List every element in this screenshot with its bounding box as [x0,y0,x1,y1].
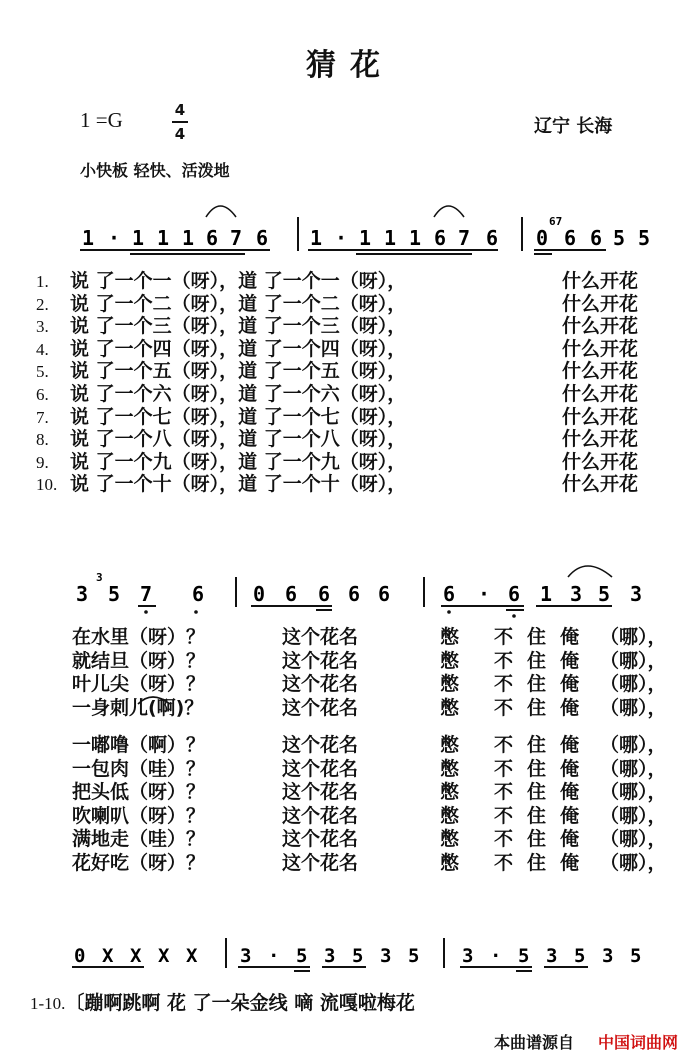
lyric-text: 憋 [440,804,460,827]
verse-line [36,360,406,384]
lyric-text: 这个花名 [282,626,359,648]
lyric-text: （哪）， [600,734,667,756]
note: 5 [352,945,364,967]
note: X [130,945,142,967]
lyric-text: 说 了一个一（呀），道 了一个一（呀）， [70,270,407,292]
note: X [102,945,114,967]
lyric-text: 在水里（呀）？ [72,626,206,648]
key-signature: 1 =G [80,108,123,132]
slur-marks [0,690,700,710]
measure-5 [253,582,390,606]
note: X [158,945,170,967]
lyric-text: 这个花名 [282,649,359,672]
note: 1 [384,226,397,250]
octave-dot [447,610,451,614]
lyric-text: （哪）， [600,649,667,672]
note: 6 [378,582,391,606]
dot: · [478,582,491,606]
lyric-text: 说 了一个五（呀），道 了一个五（呀）， [70,360,407,383]
source-site-link[interactable]: 中国词曲网 [598,1033,679,1052]
lyric-text: 不住俺 [494,828,594,850]
note: 7 [140,582,153,606]
verse-number: 1. [36,272,49,291]
verse-number: 2. [36,294,49,314]
lyric-text: 憋 [440,734,460,756]
verse-lyrics [0,270,700,505]
lyric-text: 憋 [440,649,460,672]
measure-3 [536,226,650,250]
note: 3 [602,945,614,967]
lyric-text: 什么开花 [562,360,639,383]
lyric-text: （哪）， [600,626,667,648]
lyric-text: 这个花名 [282,828,359,850]
lyric-text: 说 了一个七（呀），道 了一个七（呀）， [70,405,407,428]
lyric-text: 吹喇叭（呀）？ [72,804,206,827]
verse-number: 8. [36,430,49,450]
note: 7 [230,226,243,250]
note: 5 [598,582,611,606]
note: 1 [182,226,195,250]
note: 3 [462,945,474,967]
source-label: 本曲谱源自 [494,1033,575,1052]
verse-line [36,428,406,452]
note: 6 [285,582,298,606]
lyric-text: 不住俺 [494,804,594,827]
verse-number: 3. [36,317,49,337]
lyric-text: 什么开花 [562,315,639,338]
lyric-text: 这个花名 [282,757,359,780]
note: 1 [310,226,323,250]
slur [568,566,612,577]
grace-note: 3 [96,571,103,584]
lyric-text: 不住俺 [494,696,594,719]
notation-row-3 [0,920,700,980]
measure-6 [443,582,642,606]
lyric-text: 什么开花 [562,292,639,315]
lyric-text: 说 了一个九（呀），道 了一个九（呀）， [70,450,407,473]
note: X [186,945,198,967]
slur [206,206,236,217]
lyric-text: 不住俺 [494,851,594,874]
grace-note: 67 [549,215,563,228]
lyric-text: （哪）， [600,828,667,850]
note: 5 [408,945,420,967]
lyric-text: 不住俺 [494,649,594,672]
lyric-text: 说 了一个二（呀），道 了一个二（呀）， [70,292,407,315]
lyric-text: （哪）， [600,781,667,803]
note: 6 [564,226,577,250]
verse-line [36,270,406,294]
note: 7 [458,226,471,250]
note: 3 [546,945,558,967]
lyric-text: 不住俺 [494,626,594,648]
octave-dot [144,610,148,614]
measure-9 [462,945,641,967]
note: 3 [324,945,336,967]
measure-1 [82,226,268,250]
notation-row-2 [0,555,700,620]
note: 5 [518,945,530,967]
octave-dot [512,614,516,618]
note: 5 [574,945,586,967]
refrain-lyrics [0,626,700,886]
note: 6 [318,582,331,606]
lyric-text: （哪）， [600,673,667,695]
verse-number: 4. [36,339,49,359]
time-signature [172,100,188,144]
tempo-marking: 小快板 轻快、活泼地 [80,161,230,180]
lyric-text: 不住俺 [494,673,594,695]
verse-line [36,406,406,430]
lyric-text: 不住俺 [494,781,594,803]
lyric-text: 这个花名 [282,851,359,874]
note: 5 [638,226,651,250]
lyric-text: 一身刺儿(啊)？ [72,696,204,719]
dot: · [268,945,280,967]
lyric-text: 说 了一个四（呀），道 了一个四（呀）， [70,337,407,360]
note: 3 [570,582,583,606]
lyric-text: （哪）， [600,804,667,827]
lyric-text: 什么开花 [562,405,639,428]
note: 6 [443,582,456,606]
verse-line [36,338,406,362]
lyric-text: 这个花名 [282,804,359,827]
verse-number: 9. [36,452,49,472]
lyric-text: 什么开花 [562,337,639,360]
notation-row-1 [0,195,700,265]
time-top: 4 [174,101,186,119]
lyric-text: 不住俺 [494,734,594,756]
note: 0 [536,226,549,250]
octave-dot [194,610,198,614]
lyric-text: 说 了一个六（呀），道 了一个六（呀）， [70,383,407,405]
note: 6 [348,582,361,606]
note: 6 [192,582,205,606]
measure-2 [310,226,498,250]
note: 6 [434,226,447,250]
lyric-text: 什么开花 [562,383,639,405]
lyric-text: 憋 [440,781,460,803]
slur [138,697,170,704]
lyric-text: 就结旦（呀）？ [72,649,206,672]
verse-number: 7. [36,407,49,427]
author-origin: 辽宁 长海 [534,116,613,137]
measure-8 [240,945,419,967]
note: 6 [590,226,603,250]
lyric-text: 花好吃（呀）？ [72,851,206,874]
lyric-text: 一包肉（哇）？ [72,757,206,780]
lyric-text: 说 了一个十（呀），道 了一个十（呀）， [70,473,407,496]
time-bottom: 4 [174,125,186,143]
lyric-text: 这个花名 [282,781,359,803]
lyric-text: 把头低（呀）？ [72,781,206,803]
lyric-text: 满地走（哇）？ [72,828,206,850]
lyric-text: 说 了一个八（呀），道 了一个八（呀）， [70,428,407,451]
dot: · [490,945,502,967]
song-title: 猜花 [306,48,394,83]
lyric-text: 叶儿尖（呀）？ [72,673,206,695]
lyric-text: 憋 [440,696,460,719]
lyric-text: 憋 [440,828,460,850]
final-lyric-line [30,988,415,1015]
lyric-text: 一嘟噜（啊）？ [72,734,206,756]
measure-7 [74,945,198,967]
note: 0 [253,582,266,606]
lyric-text: 说 了一个三（呀），道 了一个三（呀）， [70,315,407,338]
note: 6 [206,226,219,250]
note: 1 [132,226,145,250]
verse-line [36,315,406,339]
note: 3 [240,945,252,967]
note: 6 [256,226,269,250]
note: 3 [76,582,89,606]
lyric-text: 什么开花 [562,428,639,451]
lyric-text: 什么开花 [562,450,639,473]
note: 5 [108,582,121,606]
note: 6 [508,582,521,606]
note: 3 [630,582,643,606]
lyric-text: 什么开花 [562,473,639,496]
note: 0 [74,945,86,967]
lyric-text: 憋 [440,851,460,874]
lyric-text: （哪）， [600,851,667,874]
measure-4 [76,582,204,606]
note: 1 [540,582,553,606]
lyric-text: （哪）， [600,757,667,780]
note: 5 [296,945,308,967]
lyric-text: 这个花名 [282,673,359,695]
verse-line [36,451,406,475]
slur [434,206,464,217]
lyric-text: （哪）， [600,696,667,719]
verse-number: 10. [36,475,58,495]
verse-line [36,473,406,497]
note: 1 [359,226,372,250]
lyric-text: 〔蹦啊跳啊 花 了一朵金线 嘀 流嘎啦梅花 [65,992,415,1014]
lyric-text: 憋 [440,673,460,695]
lyric-text: 这个花名 [282,696,359,719]
note: 5 [630,945,642,967]
note: 6 [486,226,499,250]
verse-range: 1-10. [30,994,66,1013]
verse-line [36,383,406,407]
note: 1 [82,226,95,250]
note: 1 [157,226,170,250]
verse-number: 5. [36,362,49,382]
lyric-text: 不住俺 [494,757,594,780]
note: 3 [380,945,392,967]
verse-line [36,293,406,317]
note: 5 [613,226,626,250]
dot: · [108,226,121,250]
note: 1 [409,226,422,250]
verse-number: 6. [36,385,49,404]
lyric-text: 什么开花 [562,270,639,292]
lyric-text: 憋 [440,757,460,780]
dot: · [335,226,348,250]
time-divider [172,121,188,123]
lyric-text: 憋 [440,626,460,648]
lyric-text: 这个花名 [282,734,359,756]
